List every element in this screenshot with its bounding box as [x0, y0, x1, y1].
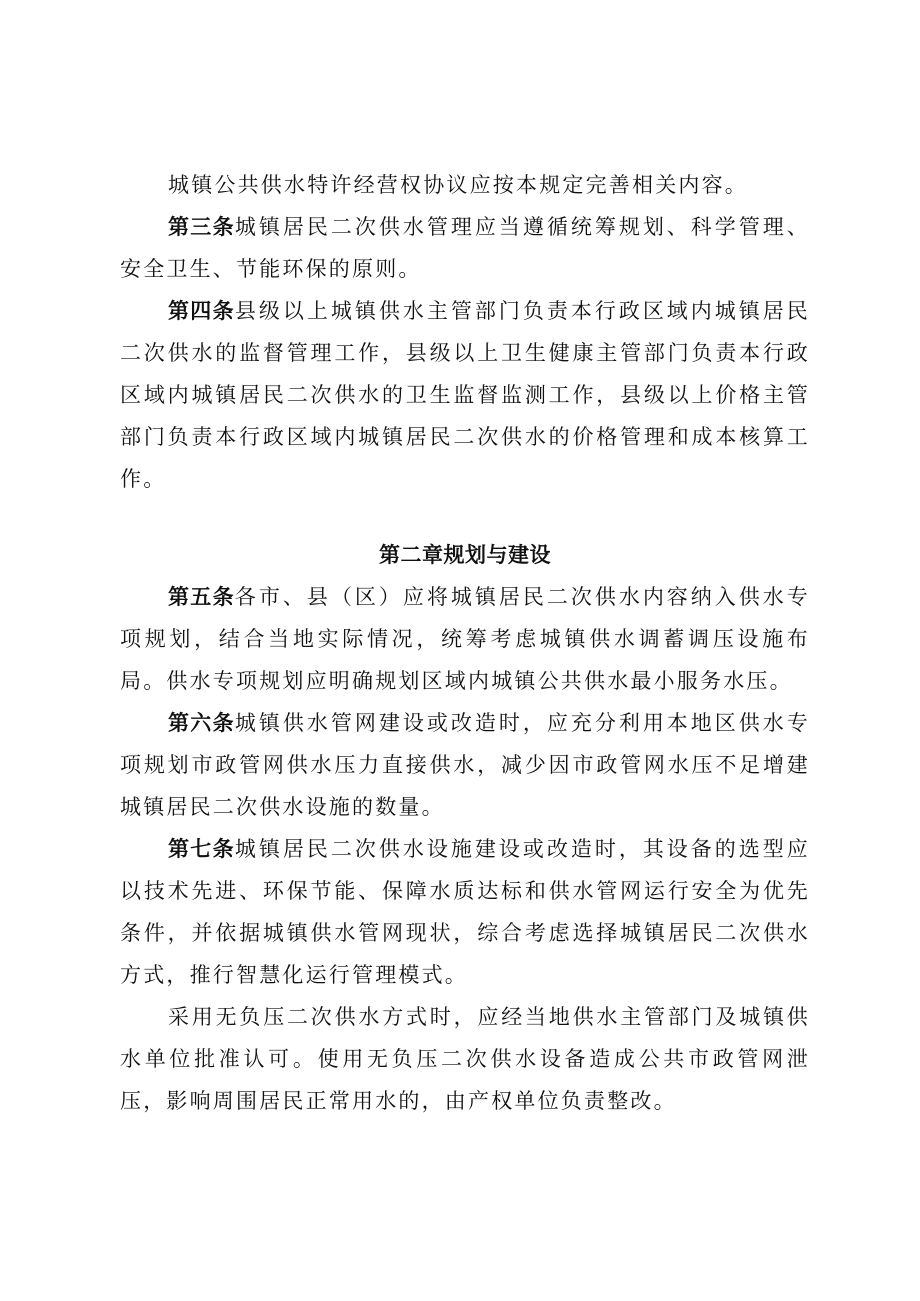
article-7	[120, 828, 810, 996]
article-4-text: 县级以上城镇供水主管部门负责本行政区域内城镇居民二次供水的监督管理工作，县级以上卫生健康主管部门负责本行政区域内城镇居民二次供水的卫生监督监测工作，县级以上价格主管部门负责本行政区域内城镇居民二次供水的价格管理和成本核算工作。	[120, 299, 810, 491]
article-4	[120, 290, 810, 500]
article-3	[120, 206, 810, 290]
paragraph-franchise-agreement	[120, 164, 810, 206]
article-4-title: 第四条	[168, 299, 235, 323]
chapter-2-heading: 第二章规划与建设	[379, 543, 551, 567]
article-7-title: 第七条	[168, 837, 235, 861]
article-6	[120, 702, 810, 828]
document-body	[120, 164, 810, 1122]
article-5-title: 第五条	[168, 585, 235, 609]
paragraph-text: 城镇公共供水特许经营权协议应按本规定完善相关内容。	[168, 173, 748, 197]
paragraph-no-negative-pressure	[120, 996, 810, 1122]
article-6-title: 第六条	[168, 711, 235, 735]
article-5	[120, 576, 810, 702]
article-6-text: 城镇供水管网建设或改造时，应充分利用本地区供水专项规划市政管网供水压力直接供水，减少因市政管网水压不足增建城镇居民二次供水设施的数量。	[120, 711, 810, 819]
paragraph-text: 采用无负压二次供水方式时，应经当地供水主管部门及城镇供水单位批准认可。使用无负压二次供水设备造成公共市政管网泄压，影响周围居民正常用水的，由产权单位负责整改。	[120, 1005, 810, 1113]
article-7-text: 城镇居民二次供水设施建设或改造时，其设备的选型应以技术先进、环保节能、保障水质达标和供水管网运行安全为优先条件，并依据城镇供水管网现状，综合考虑选择城镇居民二次供水方式，推行智慧化运行管理模式。	[120, 837, 810, 987]
article-3-text: 城镇居民二次供水管理应当遵循统筹规划、科学管理、安全卫生、节能环保的原则。	[120, 215, 810, 281]
article-5-text: 各市、县（区）应将城镇居民二次供水内容纳入供水专项规划，结合当地实际情况，统筹考虑城镇供水调蓄调压设施布局。供水专项规划应明确规划区域内城镇公共供水最小服务水压。	[120, 585, 810, 693]
article-3-title: 第三条	[168, 215, 235, 239]
